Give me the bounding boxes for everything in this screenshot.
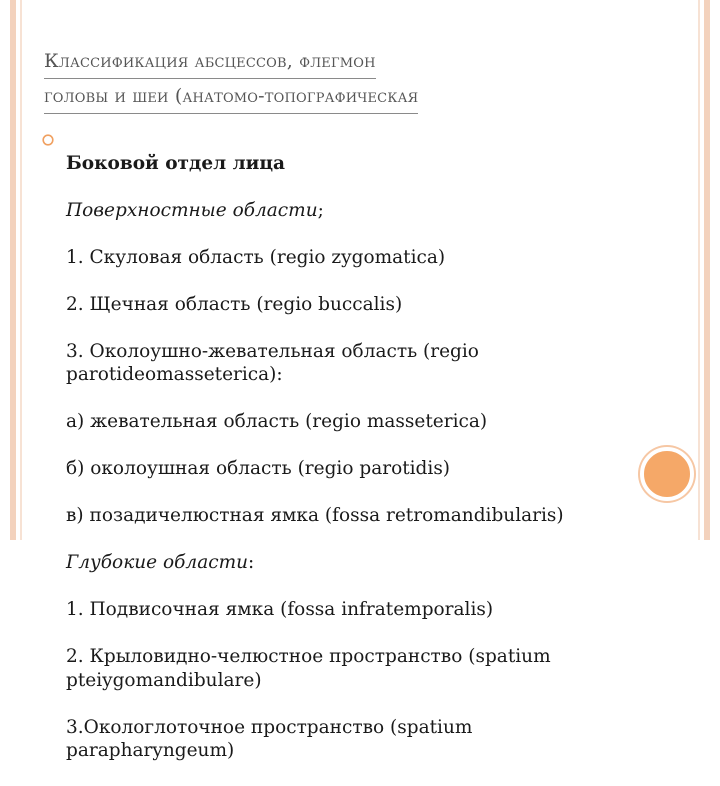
list-item: 3.Окологлоточное пространство (spatium parapharyngeum) — [66, 716, 473, 761]
circle-outline-icon — [42, 134, 54, 146]
list-item: 3. Околоушно-жевательная область (regio parotideomasseterica): — [66, 340, 479, 385]
list-item: 2. Крыловидно-челюстное пространство (spatium pteiygomandibulare) — [66, 646, 551, 691]
slide-content — [42, 128, 642, 786]
slide-title — [44, 44, 664, 114]
right-border-decoration — [704, 0, 710, 540]
list-item: 1. Подвисочная ямка (fossa infratemporalis) — [66, 599, 494, 620]
title-line-1: Классификация абсцессов, флегмон — [44, 44, 376, 79]
superficial-suffix: ; — [317, 199, 324, 221]
list-item: 1. Скуловая область (regio zygomatica) — [66, 246, 446, 268]
superficial-label: Поверхностные области — [66, 199, 318, 221]
list-item: в) позадичелюстная ямка (fossa retromandibularis) — [66, 505, 564, 526]
deep-label: Глубокие области — [66, 552, 249, 573]
list-item: а) жевательная область (regio masseterica) — [66, 411, 488, 432]
list-item: 2. Щечная область (regio buccalis) — [66, 293, 403, 315]
section-heading: Боковой отдел лица — [66, 152, 286, 174]
list-item: б) околоушная область (regio parotidis) — [66, 458, 451, 479]
right-border-line — [698, 0, 700, 540]
bullet-text — [66, 128, 642, 786]
title-line-2: головы и шеи (анатомо-топографическая — [44, 79, 418, 114]
superficial-heading — [66, 199, 642, 223]
deep-heading — [66, 551, 642, 575]
left-border-line — [20, 0, 22, 540]
deep-suffix: : — [248, 552, 255, 573]
decorative-circle — [640, 447, 694, 501]
left-border-decoration — [10, 0, 16, 540]
